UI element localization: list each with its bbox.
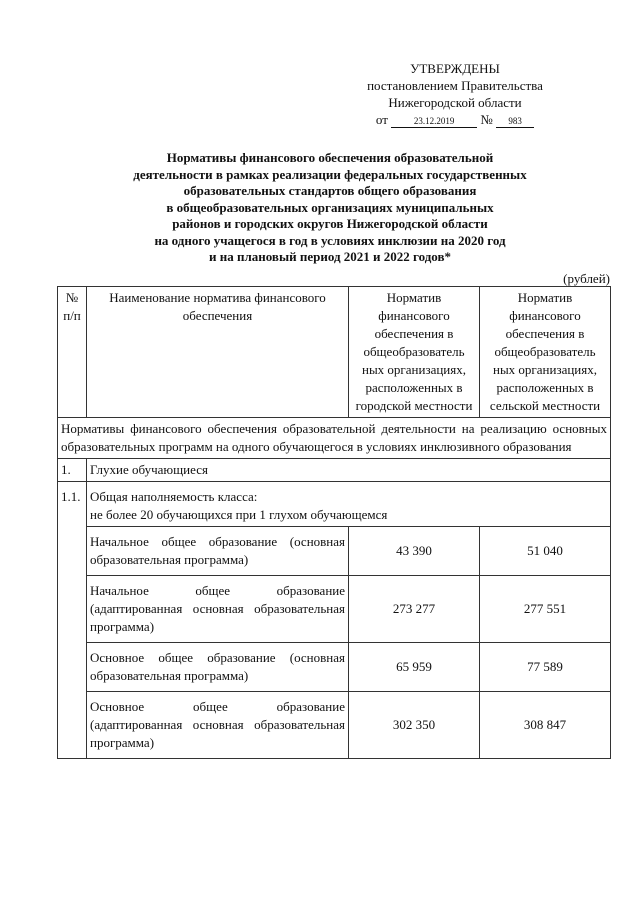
number-prefix: № xyxy=(480,112,493,127)
subgroup-num: 1.1. xyxy=(58,482,87,759)
group-row xyxy=(58,459,611,482)
row-rural: 51 040 xyxy=(480,527,611,576)
row-name: Начальное общее образование (адаптированная основная образовательная программа) xyxy=(87,576,349,643)
row-urban: 302 350 xyxy=(349,692,480,759)
table-row xyxy=(58,576,611,643)
title-line: и на плановый период 2021 и 2022 годов* xyxy=(209,249,451,264)
date-prefix: от xyxy=(375,112,388,127)
subgroup-row xyxy=(58,482,611,527)
approval-block xyxy=(340,60,570,128)
row-name: Основное общее образование (адаптированная основная образовательная программа) xyxy=(87,692,349,759)
row-urban: 65 959 xyxy=(349,643,480,692)
table-row xyxy=(58,692,611,759)
header-urban: Норматив финансового обеспечения в общеобразователь ных организациях, расположенных в городской местности xyxy=(349,287,480,418)
row-rural: 277 551 xyxy=(480,576,611,643)
title-line: деятельности в рамках реализации федеральных государственных xyxy=(133,166,527,182)
subgroup-name xyxy=(87,482,611,527)
header-name: Наименование норматива финансового обеспечения xyxy=(87,287,349,418)
document-title xyxy=(60,150,600,266)
title-line: в общеобразовательных организациях муниципальных xyxy=(166,199,494,215)
group-name: Глухие обучающиеся xyxy=(87,459,611,482)
row-urban: 43 390 xyxy=(349,527,480,576)
row-rural: 77 589 xyxy=(480,643,611,692)
approval-title: УТВЕРЖДЕНЫ xyxy=(410,61,500,76)
subgroup-line: не более 20 обучающихся при 1 глухом обучающемся xyxy=(90,507,388,522)
title-line: на одного учащегося в год в условиях инклюзии на 2020 год xyxy=(154,232,506,248)
title-line: районов и городских округов Нижегородской области xyxy=(172,216,488,231)
header-num: № п/п xyxy=(58,287,87,418)
approval-date: 23.12.2019 xyxy=(391,116,477,128)
header-rural: Норматив финансового обеспечения в общеобразователь ных организациях, расположенных в сельской местности xyxy=(480,287,611,418)
subgroup-line: Общая наполняемость класса: xyxy=(90,489,258,504)
section-title: Нормативы финансового обеспечения образовательной деятельности на реализацию основных образовательных программ на одного обучающегося в условиях инклюзивного образования xyxy=(58,418,611,459)
approval-date-line xyxy=(340,111,570,128)
table-row xyxy=(58,643,611,692)
approval-number: 983 xyxy=(496,116,534,128)
title-line: образовательных стандартов общего образования xyxy=(183,183,477,198)
approval-by: постановлением Правительства xyxy=(367,78,543,93)
row-name: Основное общее образование (основная образовательная программа) xyxy=(87,643,349,692)
group-num: 1. xyxy=(58,459,87,482)
row-rural: 308 847 xyxy=(480,692,611,759)
row-name: Начальное общее образование (основная образовательная программа) xyxy=(87,527,349,576)
row-urban: 273 277 xyxy=(349,576,480,643)
units-label: (рублей) xyxy=(563,271,610,286)
title-line: Нормативы финансового обеспечения образовательной xyxy=(166,150,494,165)
section-row xyxy=(58,418,611,459)
approval-region: Нижегородской области xyxy=(388,95,522,110)
norms-table xyxy=(57,286,611,759)
table-header-row xyxy=(58,287,611,418)
table-row xyxy=(58,527,611,576)
